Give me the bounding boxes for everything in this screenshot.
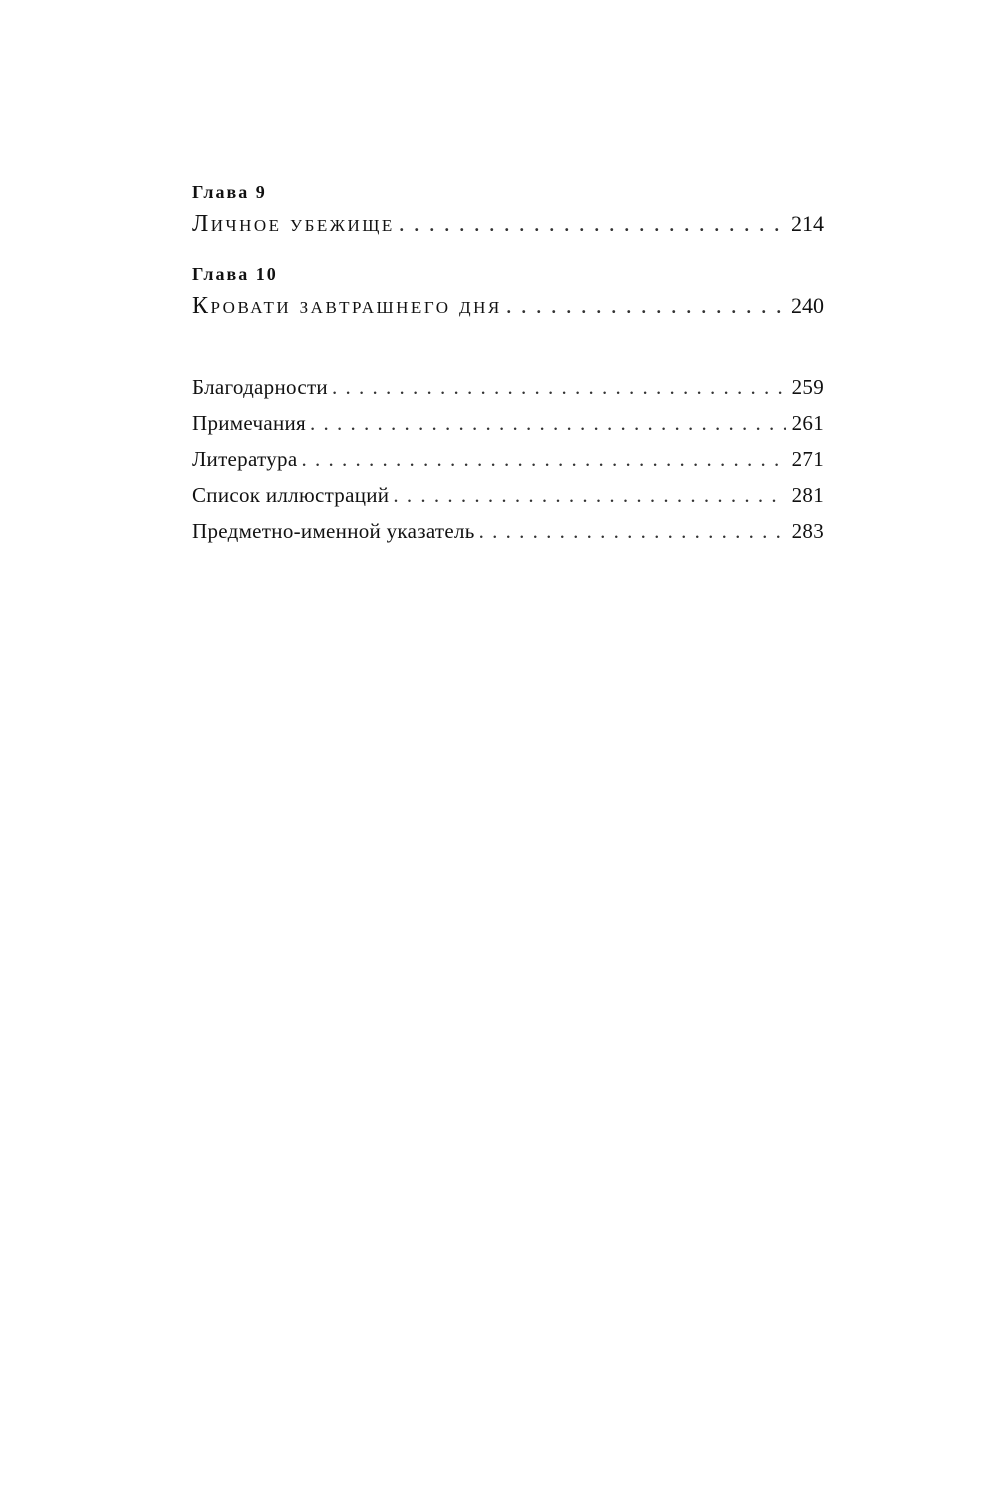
entry-title: Предметно-именной указатель — [192, 519, 475, 543]
page-number: 281 — [791, 483, 824, 507]
dot-leader — [395, 206, 785, 242]
dot-leader — [502, 288, 785, 324]
dot-leader — [389, 477, 785, 513]
chapter-title-row — [192, 206, 824, 242]
entry-title: Благодарности — [192, 375, 328, 399]
spacer — [192, 324, 824, 369]
back-matter-entry — [192, 477, 824, 513]
chapter-title: Личное убежище — [192, 211, 395, 237]
chapter-title-row — [192, 288, 824, 324]
chapter-entry — [192, 178, 824, 242]
chapter-label: Глава 9 — [192, 182, 267, 202]
entry-title: Примечания — [192, 411, 307, 435]
spacer — [192, 242, 824, 260]
chapter-label: Глава 10 — [192, 264, 278, 284]
chapter-entry — [192, 260, 824, 324]
table-of-contents — [192, 178, 824, 549]
back-matter-entry — [192, 369, 824, 405]
back-matter-entry — [192, 441, 824, 477]
back-matter-entry — [192, 513, 824, 549]
dot-leader — [328, 369, 786, 405]
page-number: 240 — [791, 293, 824, 318]
page-number: 261 — [791, 411, 824, 435]
entry-title: Литература — [192, 447, 298, 471]
page-number: 283 — [791, 519, 824, 543]
back-matter-list — [192, 369, 824, 549]
entry-title: Список иллюстраций — [192, 483, 390, 507]
page-number: 214 — [791, 211, 824, 236]
page-number: 271 — [791, 447, 824, 471]
page-number: 259 — [791, 375, 824, 399]
chapter-title: Кровати завтрашнего дня — [192, 293, 502, 319]
dot-leader — [297, 441, 785, 477]
back-matter-entry — [192, 405, 824, 441]
dot-leader — [475, 513, 786, 549]
dot-leader — [306, 405, 786, 441]
